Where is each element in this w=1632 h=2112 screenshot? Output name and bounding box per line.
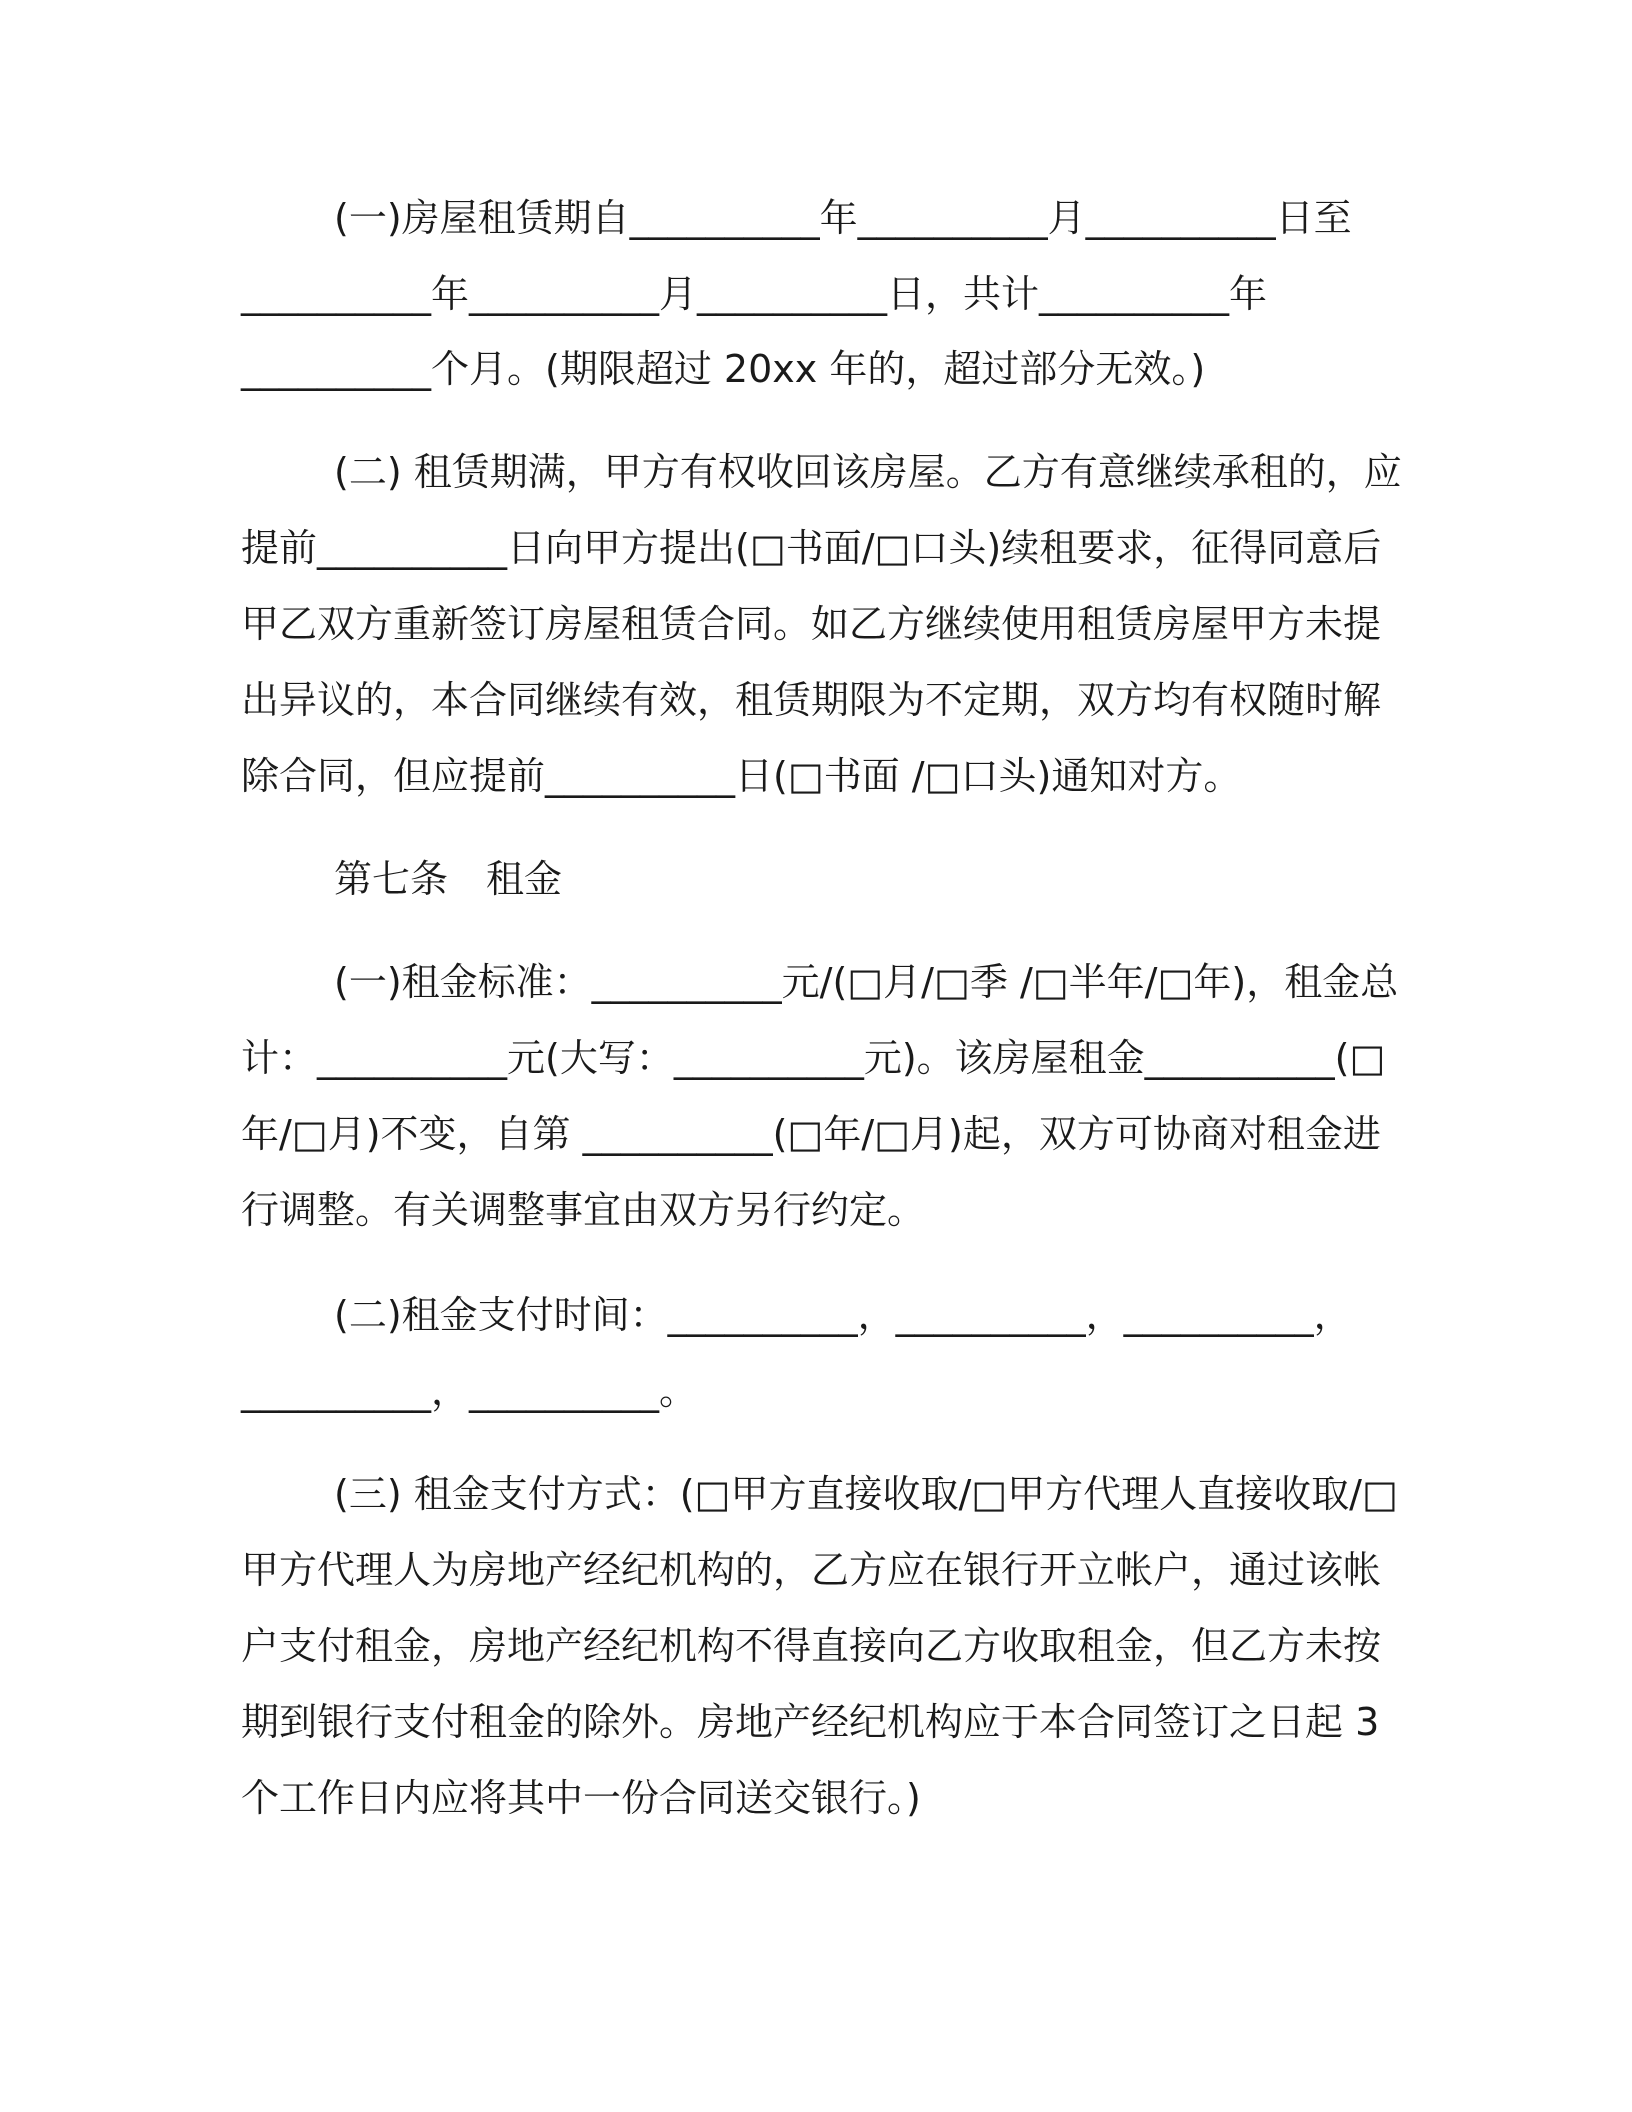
rent-standard-line-4: 行调整。有关调整事宜由双方另行约定。 bbox=[241, 1188, 926, 1232]
rent-standard-line-1: (一)租金标准：__________元/(□月/□季 /□半年/□年)，租金总 bbox=[334, 960, 1399, 1004]
payment-method-line-4: 期到银行支付租金的除外。房地产经纪机构应于本合同签订之日起 3 bbox=[241, 1700, 1380, 1744]
payment-method-line-2: 甲方代理人为房地产经纪机构的，乙方应在银行开立帐户，通过该帐 bbox=[241, 1548, 1382, 1592]
payment-time-line-2: __________，__________。 bbox=[241, 1369, 698, 1413]
clause-2-line-5: 除合同，但应提前__________日(□书面 /□口头)通知对方。 bbox=[241, 754, 1242, 798]
rent-standard-line-2: 计：__________元(大写：__________元)。该房屋租金__________(□ bbox=[241, 1036, 1386, 1080]
payment-method-line-3: 户支付租金，房地产经纪机构不得直接向乙方收取租金，但乙方未按 bbox=[241, 1624, 1382, 1668]
clause-2-line-2: 提前__________日向甲方提出(□书面/□口头)续租要求，征得同意后 bbox=[241, 526, 1382, 570]
payment-time-line-1: (二)租金支付时间：__________，__________，__________， bbox=[334, 1293, 1352, 1337]
payment-method-line-5: 个工作日内应将其中一份合同送交银行。) bbox=[241, 1776, 921, 1820]
clause-1-line-2: __________年__________月__________日，共计__________年 bbox=[241, 272, 1268, 316]
article-7-heading: 第七条 租金 bbox=[334, 857, 563, 901]
clause-1-line-1: (一)房屋租赁期自__________年__________月__________日至 bbox=[334, 196, 1352, 240]
clause-2-line-1: (二) 租赁期满，甲方有权收回该房屋。乙方有意继续承租的，应 bbox=[334, 450, 1402, 494]
payment-method-line-1: (三) 租金支付方式：(□甲方直接收取/□甲方代理人直接收取/□ bbox=[334, 1472, 1398, 1516]
rent-standard-line-3: 年/□月)不变，自第 __________(□年/□月)起，双方可协商对租金进 bbox=[241, 1112, 1381, 1156]
clause-2-line-4: 出异议的，本合同继续有效，租赁期限为不定期，双方均有权随时解 bbox=[241, 678, 1382, 722]
clause-2-line-3: 甲乙双方重新签订房屋租赁合同。如乙方继续使用租赁房屋甲方未提 bbox=[241, 602, 1382, 646]
clause-1-line-3: __________个月。(期限超过 20xx 年的，超过部分无效。) bbox=[241, 347, 1206, 391]
